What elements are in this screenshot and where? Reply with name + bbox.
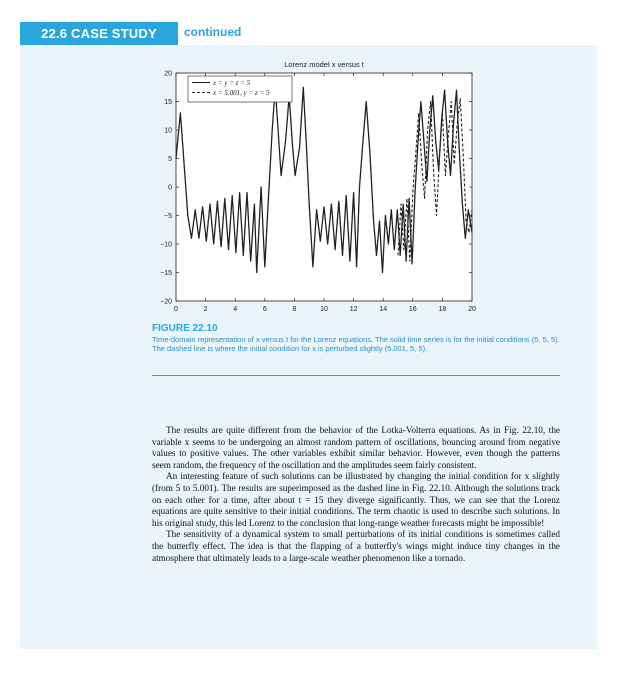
x-tick-label: 16 (408, 306, 417, 313)
paragraph: The results are quite different from the behavior of the Lotka-Volterra equations. As in Fig. 22.10, the variable x seems to be undergoing an almost random pattern of oscillations, bouncing around from negative values to positive values. The other variables exhibit similar behavior. However, even though the patterns seem random, the frequency of the oscillation and the amplitudes seem fairly consistent. (152, 425, 560, 470)
section-label: 22.6 CASE STUDY (20, 22, 178, 45)
x-tick-label: 2 (203, 306, 208, 313)
continued-label: continued (184, 25, 242, 39)
y-tick-label: −15 (160, 270, 172, 277)
x-tick-label: 10 (320, 306, 328, 313)
y-tick-label: 5 (168, 156, 172, 163)
y-tick-label: −20 (160, 298, 172, 306)
figure-caption: Time-domain representation of x versus t for the Lorenz equations. The solid time series is for the initial conditions (5, 5, 5). The dashed line is where the initial condition for x is perturbed slightly (5.001, 5, 5). (152, 335, 560, 353)
x-tick-label: 14 (379, 306, 388, 313)
plot-frame (176, 73, 472, 301)
legend-entry-2: x = 5.001, y = z = 5 (213, 89, 270, 97)
y-tick-label: 10 (164, 127, 172, 135)
y-tick-label: 20 (164, 70, 172, 78)
paragraph: An interesting feature of such solutions can be illustrated by changing the initial condition for x slightly (from 5 to 5.001). The results are superimposed as the dashed line in Fig. 22.10. Although the solutions track on each other for a time, after about t = 15 they diverge significantly. Thus, we can see that the Lorenz equations are quite sensitive to their initial conditions. The term chaotic is used to describe such solutions. In his original study, this led Lorenz to the conclusion that long-range weather forecasts might be impossible! (152, 471, 560, 528)
figure-label: FIGURE 22.10 (152, 323, 218, 334)
lorenz-chart (0, 0, 627, 330)
chart-title: Lorenz model x versus t (284, 60, 364, 69)
paragraph: The sensitivity of a dynamical system to small perturbations of its initial conditions is sometimes called the butterfly effect. The idea is that the flapping of a butterfly's wings might induce tiny changes in the atmosphere that ultimately leads to a large-scale weather phenomenon like a tornado. (152, 529, 560, 563)
x-tick-label: 20 (468, 306, 476, 313)
x-tick-label: 0 (174, 306, 178, 313)
y-tick-label: 0 (168, 184, 172, 192)
caption-rule (152, 375, 560, 376)
body-text (152, 425, 560, 564)
x-tick-label: 4 (233, 306, 238, 313)
y-tick-label: −5 (164, 213, 172, 220)
x-tick-label: 8 (292, 306, 297, 313)
x-tick-label: 18 (438, 306, 447, 313)
y-tick-label: −10 (160, 241, 172, 249)
y-tick-label: 15 (164, 99, 172, 106)
x-tick-label: 6 (262, 306, 267, 313)
x-tick-label: 12 (349, 306, 358, 313)
figure-caption-block (152, 323, 560, 353)
legend-entry-1: x = y = z = 5 (213, 79, 251, 87)
